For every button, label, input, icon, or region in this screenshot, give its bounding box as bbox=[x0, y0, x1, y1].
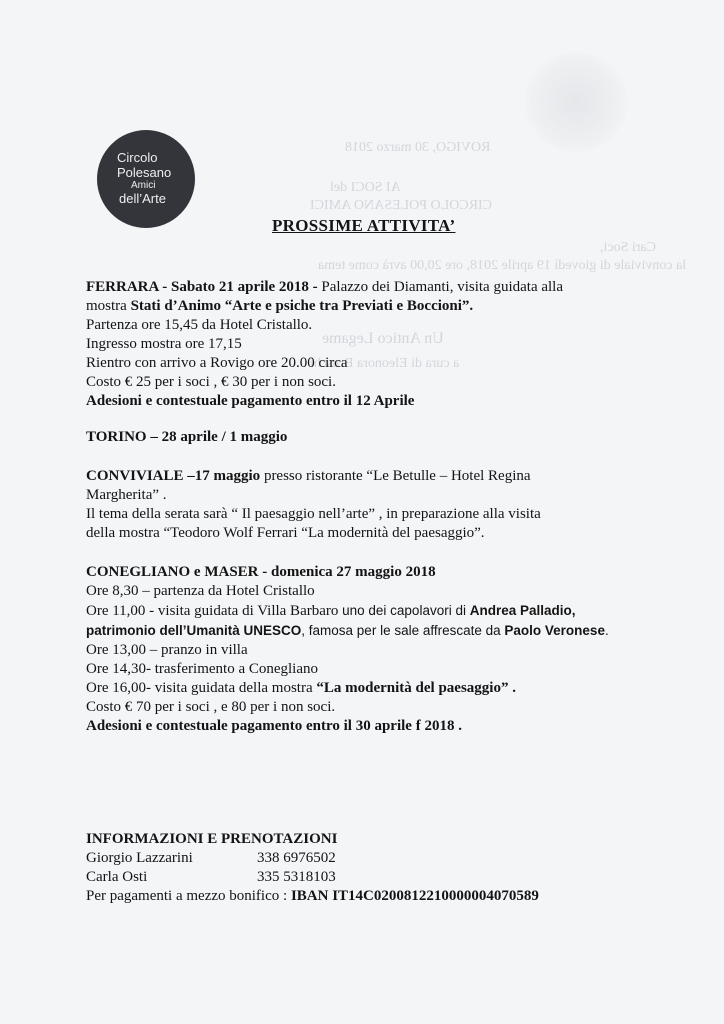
exhibition-visit-text: Ore 16,00- visita guidata della mostra bbox=[86, 680, 317, 696]
bleed-through-text: a cura di Eleonora Bruschi bbox=[310, 356, 460, 371]
contact-phone: 335 5318103 bbox=[257, 869, 336, 885]
contact-name: Carla Osti bbox=[86, 869, 148, 885]
conviviale-theme: Il tema della serata sarà “ Il paesaggio nell’arte” , in preparazione alla visita bbox=[86, 506, 541, 522]
conviviale-exhibition: della mostra “Teodoro Wolf Ferrari “La modernità del paesaggio”. bbox=[86, 525, 485, 541]
palladio-name: Andrea Palladio, bbox=[469, 603, 576, 618]
conviviale-title: CONVIVIALE –17 maggio bbox=[86, 468, 261, 484]
ferrara-place: Palazzo dei Diamanti, visita guidata alla bbox=[317, 279, 564, 295]
bleed-through-text: la conviviale di giovedì 19 aprile 2018, ore 20,00 avrà come tema bbox=[318, 258, 687, 273]
unesco-text: patrimonio dell’Umanità UNESCO bbox=[86, 623, 302, 638]
villa-visit-desc: uno dei capolavori di bbox=[342, 603, 470, 618]
torino-title: TORINO – 28 aprile / 1 maggio bbox=[86, 429, 288, 445]
ferrara-section bbox=[86, 278, 646, 411]
ferrara-deadline: Adesioni e contestuale pagamento entro il 12 Aprile bbox=[86, 393, 415, 409]
logo-line: dell’Arte bbox=[119, 191, 166, 206]
logo-line: Polesano bbox=[117, 165, 172, 180]
page-title: PROSSIME ATTIVITA’ bbox=[272, 216, 456, 235]
info-section bbox=[86, 830, 646, 906]
contact-row bbox=[86, 868, 646, 887]
conegliano-transfer: Ore 14,30- trasferimento a Conegliano bbox=[86, 661, 319, 677]
ferrara-title: FERRARA - Sabato 21 aprile 2018 - bbox=[86, 279, 318, 295]
conegliano-section bbox=[86, 563, 646, 736]
ferrara-mostra-label: mostra bbox=[86, 298, 131, 314]
conegliano-unesco bbox=[86, 621, 646, 641]
ferrara-line-1 bbox=[86, 278, 646, 297]
conviviale-venue: presso ristorante “Le Betulle – Hotel Regina bbox=[260, 468, 531, 484]
ferrara-exhibition: Stati d’Animo “Arte e psiche tra Previati e Boccioni”. bbox=[130, 298, 474, 314]
contact-row bbox=[86, 849, 646, 868]
bleed-through-text: Un Antico Legame bbox=[322, 330, 444, 347]
iban-value: IBAN IT14C0200812210000004070589 bbox=[290, 888, 539, 904]
ferrara-entry: Ingresso mostra ore 17,15 bbox=[86, 336, 242, 352]
conegliano-villa-visit bbox=[86, 601, 646, 621]
logo-line: Amici bbox=[131, 180, 156, 191]
bleed-through-text: Cari Soci, bbox=[600, 240, 656, 255]
bleed-through-text: CIRCOLO POLESANO AMICI bbox=[310, 198, 493, 213]
faint-stamp bbox=[524, 52, 628, 152]
conegliano-exhibition bbox=[86, 679, 646, 698]
ferrara-cost: Costo € 25 per i soci , € 30 per i non soci. bbox=[86, 374, 336, 390]
period: . bbox=[604, 623, 609, 638]
info-title: INFORMAZIONI E PRENOTAZIONI bbox=[86, 831, 338, 847]
iban-label: Per pagamenti a mezzo bonifico : bbox=[86, 888, 291, 904]
contact-name: Giorgio Lazzarini bbox=[86, 850, 193, 866]
ferrara-return: Rientro con arrivo a Rovigo ore 20.00 circa bbox=[86, 355, 348, 371]
conegliano-lunch: Ore 13,00 – pranzo in villa bbox=[86, 642, 248, 658]
conegliano-cost: Costo € 70 per i soci , e 80 per i non soci. bbox=[86, 699, 336, 715]
contact-phone: 338 6976502 bbox=[257, 850, 336, 866]
conegliano-title: CONEGLIANO e MASER - domenica 27 maggio 2018 bbox=[86, 564, 436, 580]
veronese-name: Paolo Veronese bbox=[504, 623, 605, 638]
ferrara-line-2 bbox=[86, 297, 646, 316]
frescoes-text: , famosa per le sale affrescate da bbox=[301, 623, 505, 638]
bleed-through-text: ROVIGO, 30 marzo 2018 bbox=[345, 140, 491, 155]
circolo-logo bbox=[97, 130, 195, 228]
conviviale-venue-cont: Margherita” . bbox=[86, 487, 167, 503]
activities-list bbox=[86, 278, 646, 736]
torino-section bbox=[86, 428, 646, 447]
villa-visit-text: Ore 11,00 - visita guidata di Villa Barbaro bbox=[86, 603, 343, 619]
ferrara-departure: Partenza ore 15,45 da Hotel Cristallo. bbox=[86, 317, 313, 333]
conviviale-line-1 bbox=[86, 467, 646, 486]
conegliano-deadline: Adesioni e contestuale pagamento entro il 30 aprile f 2018 . bbox=[86, 718, 462, 734]
iban-row bbox=[86, 887, 646, 906]
exhibition-name: “La modernità del paesaggio” . bbox=[316, 680, 516, 696]
bleed-through-text: AI SOCI del bbox=[330, 180, 401, 195]
conviviale-section bbox=[86, 467, 646, 543]
logo-line: Circolo bbox=[117, 150, 158, 165]
conegliano-departure: Ore 8,30 – partenza da Hotel Cristallo bbox=[86, 583, 315, 599]
